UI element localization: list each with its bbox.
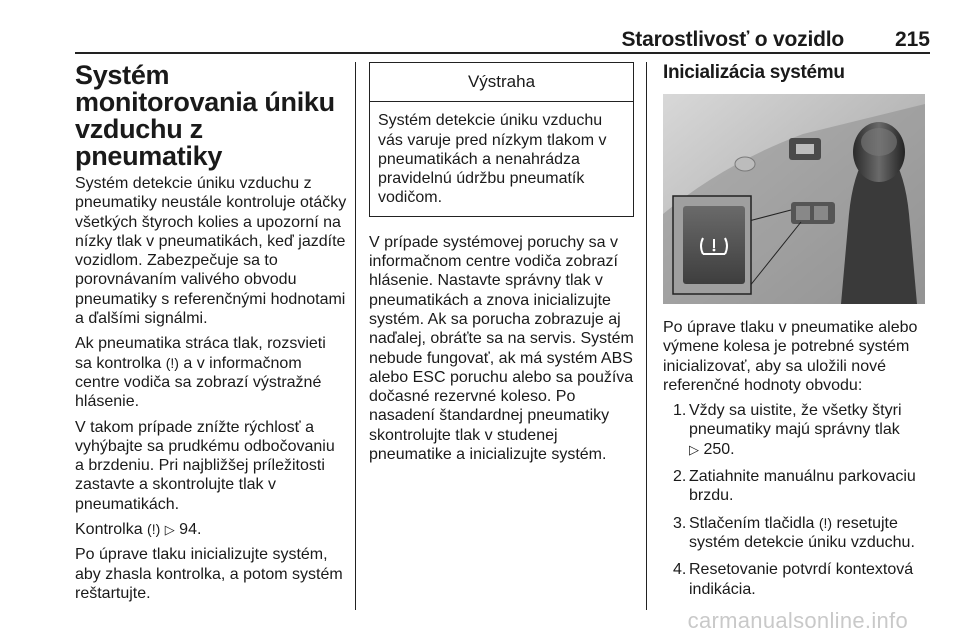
page-number: 215 [894, 28, 930, 51]
list-item [663, 560, 931, 599]
subsection-heading: Inicializácia systému [663, 62, 845, 83]
column-1 [75, 62, 347, 609]
step-text: Resetovanie potvrdí kontextová indikácia. [689, 561, 914, 598]
header-divider [75, 52, 930, 54]
paragraph: Systém detekcie úniku vzduchu z pneumatiky neustále kontroluje otáčky všetkých štyroch kolies a upozorní na nízky tlak v pneumatikách, keď jazdíte vozidlom. Zabezpečuje sa to porovnávaním valivého obvodu pneumatiky s referenčnými hodnotami a ďalšími signálmi. [75, 175, 347, 328]
paragraph: Po úprave tlaku inicializujte systém, aby zhasla kontrolka, a potom systém reštartujte. [75, 546, 343, 602]
paragraph: Po úprave tlaku v pneumatike alebo výmene kolesa je potrebné systém inicializovať, aby sa uložili nové referenčné hodnoty obvodu: [663, 319, 918, 394]
column-divider-2 [646, 62, 647, 610]
tpms-warning-icon: (!) [147, 521, 161, 538]
paragraph: V takom prípade znížte rýchlosť a vyhýbajte sa prudkému odbočovaniu a brzdeniu. Pri najbližšej príležitosti zastavte a skontrolujte tlak v pneumatikách. [75, 418, 335, 513]
column-2 [369, 62, 634, 470]
watermark: carmanualsonline.info [687, 608, 908, 633]
column-divider-1 [355, 62, 356, 610]
chapter-title: Starostlivosť o vozidlo [621, 28, 844, 51]
step-number: 1. [673, 402, 687, 420]
paragraph: V prípade systémovej poruchy sa v informačnom centre vodiča zobrazí hlásenie. Nastavte správny tlak v pneumatikách a znova inicializujte systém. Ak sa porucha zobrazuje aj naďalej, obráťte sa na servis. Systém nebude fungovať, ak má systém ABS alebo ESC poruchu alebo sa používa dočasné rezervné koleso. Po nasadení štandardnej pneumatiky skontrolujte tlak v studenej pneumatike a inicializujte systém. [369, 233, 634, 464]
step-text: Stlačením tlačidla [689, 514, 815, 532]
steps-list [663, 401, 931, 599]
paragraph-text: Kontrolka [75, 521, 143, 539]
list-item [663, 467, 931, 506]
page-reference: 94. [179, 521, 202, 539]
warning-box [369, 62, 634, 217]
step-number: 4. [673, 561, 687, 579]
step-number: 3. [673, 514, 687, 532]
step-text: Zatiahnite manuálnu parkovaciu brzdu. [689, 468, 916, 505]
tpms-warning-icon: (!) [165, 354, 179, 371]
step-number: 2. [673, 468, 687, 486]
column-3 [663, 62, 931, 607]
warning-body: Systém detekcie úniku vzduchu vás varuje pred nízkym tlakom v pneumatikách a nenahrádza pravidelnú údržbu pneumatík vodičom. [378, 112, 607, 207]
page-reference: 250. [703, 440, 735, 458]
list-item [663, 514, 931, 553]
page-reference-arrow-icon: ▷ [689, 441, 699, 457]
paragraph [75, 520, 347, 539]
list-item [663, 401, 931, 459]
step-text: Vždy sa uistite, že všetky štyri pneumatiky majú správny tlak [689, 402, 902, 439]
warning-title: Výstraha [370, 63, 633, 102]
tpms-warning-icon: (!) [818, 514, 833, 531]
paragraph-text: Ak pneumatika stráca tlak, rozsvieti sa kontrolka [75, 335, 326, 372]
step-text: resetujte systém detekcie úniku vzduchu. [689, 514, 915, 551]
page-header [0, 22, 930, 52]
paragraph-text: a v informačnom centre vodiča sa zobrazí výstražné hlásenie. [75, 354, 322, 411]
tpms-button-photo [663, 94, 925, 304]
page-reference-arrow-icon: ▷ [164, 522, 175, 538]
section-heading: Systém monitorovania úniku vzduchu z pneumatiky [75, 60, 335, 171]
paragraph [75, 334, 347, 411]
